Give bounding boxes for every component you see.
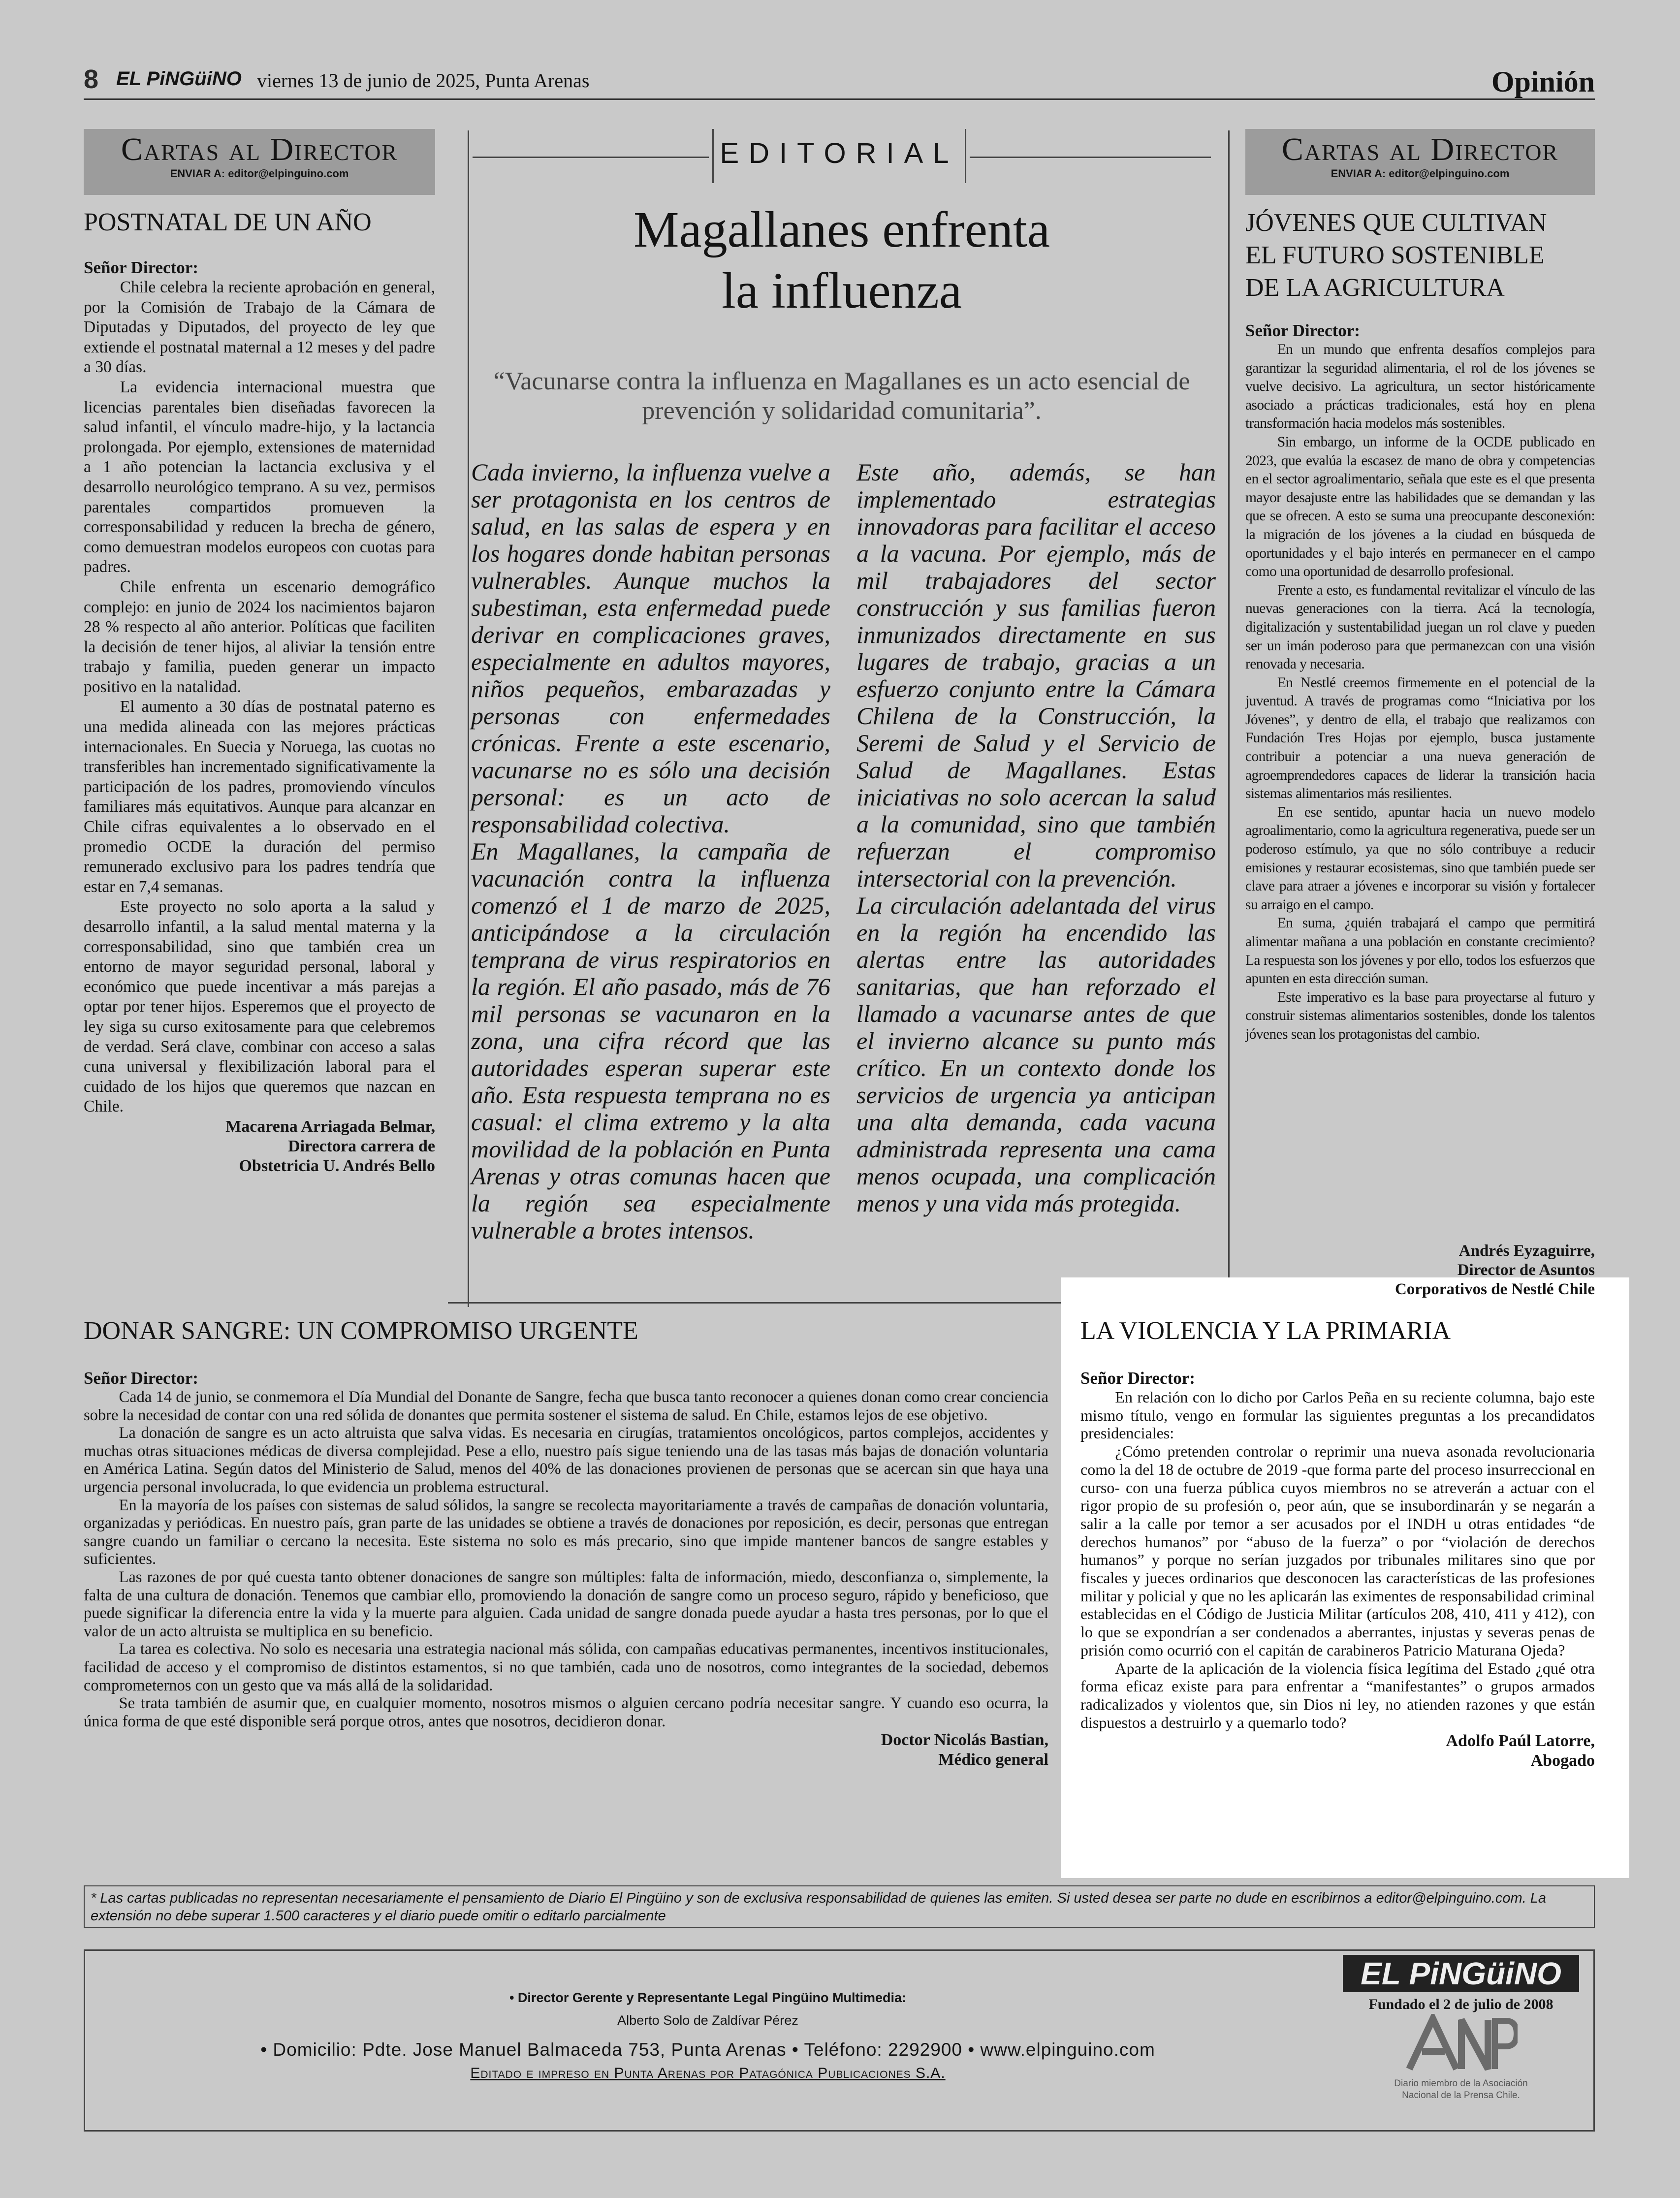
footer-edited: Editado e impreso en Punta Arenas por Patagónica Publicaciones S.A. xyxy=(470,2065,946,2081)
footer-box xyxy=(84,1949,1595,2132)
editorial-pull-quote: “Vacunarse contra la influenza en Magallanes es un acto esencial de prevención y solidaridad comunitaria”. xyxy=(493,367,1190,425)
paragraph: Las razones de por qué cuesta tanto obtener donaciones de sangre son múltiples: falta de información, miedo, desconfianza o, simplemente, la falta de una cultura de donación. Tenemos que cambiar ello, promoviendo la donación de sangre como un proceso seguro, rápido y beneficioso, que puede significar la diferencia entre la vida y la muerte para alguien. Cada unidad de sangre donada puede ayudar a hasta tres personas, por lo que el valor de un acto altruista se multiplica en su beneficio. xyxy=(84,1568,1048,1640)
header-brand: EL PiNGüiNO xyxy=(116,68,242,90)
editorial-rule-right xyxy=(970,157,1211,158)
letter-salutation: Señor Director: xyxy=(84,1369,198,1388)
column-divider xyxy=(1228,130,1230,1307)
anp-caption: Diario miembro de la Asociación Nacional de la Prensa Chile. xyxy=(1394,2078,1528,2101)
headline-line: JÓVENES QUE CULTIVAN xyxy=(1245,209,1547,237)
page-number: 8 xyxy=(84,64,99,94)
editorial-label: EDITORIAL xyxy=(720,137,959,169)
editorial-column-2 xyxy=(856,459,1216,1217)
letter-body xyxy=(1245,341,1595,1044)
letter-body xyxy=(84,1388,1048,1730)
paragraph: En un mundo que enfrenta desafíos complejos para garantizar la seguridad alimentaria, el rol de los jóvenes se vuelve decisivo. La agricultura, un sector históricamente asociado a prácticas tradicionales, está hoy en plena transformación hacia modelos más sostenibles. xyxy=(1245,342,1595,432)
paragraph: Este año, además, se han implementado estrategias innovadoras para facilitar el acceso a la vacuna. Por ejemplo, más de mil trabajadores del sector construcción y sus familias fueron inmunizados directamente en sus lugares de trabajo, gracias a un esfuerzo conjunto entre la Cámara Chilena de la Construcción, la Seremi de Salud y el Servicio de Salud de Magallanes. Estas iniciativas no solo acercan la salud a la comunidad, sino que también refuerzan el compromiso intersectorial con la prevención. xyxy=(856,458,1216,892)
headline-line: EL FUTURO SOSTENIBLE xyxy=(1245,241,1545,269)
cartas-box-email: ENVIAR A: editor@elpinguino.com xyxy=(170,167,349,180)
letter-sangre xyxy=(84,1315,1048,1770)
footer-founded: Fundado el 2 de julio de 2008 xyxy=(1368,1996,1553,2012)
cartas-box-email: ENVIAR A: editor@elpinguino.com xyxy=(1331,167,1510,180)
letter-signature xyxy=(1231,1242,1595,1299)
disclaimer-note: * Las cartas publicadas no representan necesariamente el pensamiento de Diario El Pingüino y son de exclusiva responsabilidad de quienes las emiten. Si usted desea ser parte no dude en escribirnos a editor@elpinguino.com. La extensión no debe superar 1.500 caracteres y el diario puede omitir o editarlo parcialmente xyxy=(84,1885,1595,1928)
paragraph: Se trata también de asumir que, en cualquier momento, nosotros mismos o alguien cercano podría necesitar sangre. Y cuando eso ocurra, la única forma de que esté disponible será porque otros, antes que nosotros, decidieron donar. xyxy=(84,1694,1048,1730)
paragraph: Chile celebra la reciente aprobación en general, por la Comisión de Trabajo de la Cámara de Diputadas y Diputados, del proyecto de ley que extiende el postnatal maternal a 12 meses y del padre a 30 días. xyxy=(84,278,435,377)
paragraph: Chile enfrenta un escenario demográfico complejo: en junio de 2024 los nacimientos bajaron 28 % respecto al año anterior. Políticas que faciliten la decisión de tener hijos, al aliviar la tensión entre trabajo y familia, pueden generar un impacto positivo en la natalidad. xyxy=(84,577,435,696)
signature-line: Macarena Arriagada Belmar, xyxy=(225,1117,435,1136)
paragraph: La tarea es colectiva. No solo es necesaria una estrategia nacional más sólida, con campañas educativas permanentes, incentivos institucionales, facilidad de acceso y el compromiso de distintos estamentos, si no que también, cada uno de nosotros, como integrantes de la sociedad, debemos comprometernos con un gesto que va más allá de la solidaridad. xyxy=(84,1640,1048,1694)
letter-postnatal xyxy=(84,207,435,1176)
footer-address: • Domicilio: Pdte. Jose Manuel Balmaceda 753, Punta Arenas • Teléfono: 2292900 • www.elpinguino.com xyxy=(260,2039,1155,2060)
header-date: viernes 13 de junio de 2025, Punta Arenas xyxy=(257,69,590,92)
letter-signature xyxy=(84,1117,435,1176)
paragraph: En Nestlé creemos firmemente en el potencial de la juventud. A través de programas como “Iniciativa por los Jóvenes”, y dentro de ella, el trabajo que realizamos con Fundación Tres Hojas por ejemplo, busca justamente contribuir a potenciar a una nueva generación de agroemprendedores capaces de liderar la transición hacia sistemas alimentarios más resilientes. xyxy=(1245,674,1595,802)
signature-line: Doctor Nicolás Bastian, xyxy=(881,1731,1048,1750)
editorial-rule-left xyxy=(473,157,709,158)
paragraph: Este imperativo es la base para proyectarse al futuro y construir sistemas alimentarios sostenibles, donde los talentos jóvenes sean los protagonistas del cambio. xyxy=(1245,989,1595,1042)
paragraph: La evidencia internacional muestra que licencias parentales bien diseñadas favorecen la salud infantil, el vínculo madre-hijo, y la lactancia prolongada. Por ejemplo, extensiones de maternidad a 1 año potencian la lactancia exclusiva y el desarrollo neurológico temprano. A su vez, permisos parentales compartidos promueven la corresponsabilidad y reducen la brecha de género, como demuestran modelos europeos con cuotas para padres. xyxy=(84,378,435,576)
signature-line: Médico general xyxy=(938,1751,1048,1769)
letter-body xyxy=(1080,1388,1595,1731)
letter-salutation: Señor Director: xyxy=(1080,1369,1195,1388)
column-divider xyxy=(468,130,469,1307)
headline-line: DE LA AGRICULTURA xyxy=(1245,274,1505,302)
letter-body xyxy=(84,278,435,1117)
paragraph: Sin embargo, un informe de la OCDE publicado en 2023, que evalúa la escasez de mano de obra y competencias en el sector agroalimentario, señala que este es el que presenta mayor desajuste entre las habilidades que se demandan y las que se ofrecen. A esto se suma una preocupante desconexión: la migración de los jóvenes a la ciudad en búsqueda de oportunidades y el bajo interés en permanecer en el campo como una oportunidad de desarrollo profesional. xyxy=(1245,434,1595,580)
editorial-column-1 xyxy=(471,459,830,1244)
editorial-label-bracket xyxy=(965,129,966,183)
paragraph: La circulación adelantada del virus en la región ha encendido las alertas entre las autoridades sanitarias, que han reforzado el llamado a vacunarse antes de que el invierno alcance su punto más crítico. En un contexto donde los servicios de urgencia ya anticipan una alta demanda, cada vacuna administrada representa una cama menos ocupada, una complicación menos y una vida más protegida. xyxy=(856,892,1216,1217)
section-title: Opinión xyxy=(1491,65,1595,98)
letter-violencia xyxy=(1080,1315,1595,1771)
letter-headline: POSTNATAL DE UN AÑO xyxy=(84,208,372,236)
footer-director-label: • Director Gerente y Representante Legal Pingüino Multimedia: xyxy=(509,1990,907,2005)
paragraph: Cada invierno, la influenza vuelve a ser protagonista en los centros de salud, en las salas de espera y en los hogares donde habitan personas vulnerables. Aunque muchos la subestiman, esta enfermedad puede derivar en complicaciones graves, especialmente en adultos mayores, niños pequeños, embarazadas y personas con enfermedades crónicas. Frente a este escenario, vacunarse no es sólo una decisión personal: es un acto de responsabilidad colectiva. xyxy=(471,458,830,838)
editorial-title-line: la influenza xyxy=(722,262,962,319)
page-header xyxy=(84,64,1595,100)
editorial-title xyxy=(473,199,1211,321)
cartas-box-title: Cartas al Director xyxy=(1281,131,1559,167)
paragraph: En la mayoría de los países con sistemas de salud sólidos, la sangre se recolecta mayoritariamente a través de campañas de donación voluntaria, organizadas y periódicas. En nuestro país, gran parte de las unidades se obtiene a través de donaciones por reposición, es decir, personas que entregan sangre cuando un familiar o cercano la necesita. Este sistema no solo es más precario, sino que impide mantener bancos de sangre estables y suficientes. xyxy=(84,1496,1048,1568)
el-pinguino-logo: EL PiNGüiNO xyxy=(1343,1955,1579,1992)
editorial-title-line: Magallanes enfrenta xyxy=(633,201,1050,258)
signature-line: Obstetricia U. Andrés Bello xyxy=(239,1156,435,1175)
paragraph: En ese sentido, apuntar hacia un nuevo modelo agroalimentario, como la agricultura regenerativa, puede ser un poderoso estímulo, ya que no sólo contribuye a reducir emisiones y restaurar ecosistemas, sino que también puede ser clave para atraer a jóvenes e incorporar su visión y fortalecer su arraigo en el campo. xyxy=(1245,804,1595,913)
letter-signature xyxy=(1080,1731,1595,1771)
paragraph: Cada 14 de junio, se conmemora el Día Mundial del Donante de Sangre, fecha que busca tanto reconocer a quienes donan como crear conciencia sobre la necesidad de contar con una red sólida de donantes que permita sostener el sistema de salud. En Chile, estamos lejos de ese objetivo. xyxy=(84,1388,1048,1424)
letter-signature xyxy=(84,1730,1048,1770)
paragraph: En suma, ¿quién trabajará el campo que permitirá alimentar mañana a una población en constante crecimiento? La respuesta son los jóvenes y por ello, todos los esfuerzos que apunten en esta dirección suman. xyxy=(1245,915,1595,987)
letter-headline: LA VIOLENCIA Y LA PRIMARIA xyxy=(1080,1317,1451,1345)
signature-line: Adolfo Paúl Latorre, xyxy=(1446,1732,1595,1751)
letter-headline xyxy=(1245,207,1595,304)
paragraph: La donación de sangre es un acto altruista que salva vidas. Es necesaria en cirugías, tratamientos oncológicos, partos complejos, accidentes y muchas otras situaciones médicas de diversa complejidad. Pese a ello, nuestro país sigue teniendo una de las tasas más bajas de donación voluntaria en América Latina. Según datos del Ministerio de Salud, menos del 40% de las donaciones provienen de personas que se acercan sin que haya una urgencia personal involucrada, lo que evidencia un problema estructural. xyxy=(84,1424,1048,1496)
signature-line: Andrés Eyzaguirre, xyxy=(1458,1242,1595,1260)
letter-salutation: Señor Director: xyxy=(84,258,198,277)
paragraph: Este proyecto no solo aporta a la salud y desarrollo infantil, a la salud mental materna y la corresponsabilidad, sino que también crea un entorno de mayor seguridad personal, laboral y económico que puede incentivar a más parejas a optar por tener hijos. Esperemos que el proyecto de ley siga su curso exitosamente para que celebremos de verdad. Será clave, combinar con acceso a salas cuna universal y flexibilización laboral para el cuidado de los hijos que queremos que nazcan en Chile. xyxy=(84,897,435,1116)
paragraph: ¿Cómo pretenden controlar o reprimir una nueva asonada revolucionaria como la del 18 de octubre de 2019 -que forma parte del proceso insurreccional en curso- con una fuerza pública cuyos miembros no se atreverán a actuar con el rigor propio de su profesión o, peor aún, que se insubordinarán y se negarán a salir a la calle por temor a ser acusados por el INDH u otras entidades “de derechos humanos” por “abuso de la fuerza” o por “violación de derechos humanos” y porque no serían juzgados por tribunales militares sino que por fiscales y jueces ordinarios que desconocen las características de las profesiones militar y policial y que no les aplicarán las eximentes de responsabilidad criminal establecidas en el Código de Justicia Militar (artículos 208, 410, 411 y 412), con lo que se expondrían a ser condenados a aberrantes, injustas y severas penas de prisión como ocurrió con el capitán de carabineros Patricio Maturana Ojeda? xyxy=(1080,1442,1595,1659)
letter-headline: DONAR SANGRE: UN COMPROMISO URGENTE xyxy=(84,1317,638,1345)
paragraph: En relación con lo dicho por Carlos Peña en su reciente columna, bajo este mismo título, vengo en formular las siguientes preguntas a los precandidatos presidenciales: xyxy=(1080,1388,1595,1442)
letter-salutation: Señor Director: xyxy=(1245,321,1360,340)
signature-line: Director de Asuntos xyxy=(1457,1261,1595,1279)
cartas-box-left xyxy=(84,129,435,195)
cartas-box-right xyxy=(1245,129,1595,195)
paragraph: En Magallanes, la campaña de vacunación contra la influenza comenzó el 1 de marzo de 2025, anticipándose a la circulación temprana de virus respiratorios en la región. El año pasado, más de 76 mil personas se vacunaron en la zona, una cifra récord que las autoridades esperan superar este año. Esta respuesta temprana no es casual: el clima extremo y la alta movilidad de la población en Punta Arenas y otras comunas hacen que la región sea especialmente vulnerable a brotes intensos. xyxy=(471,837,830,1244)
paragraph: El aumento a 30 días de postnatal paterno es una medida alineada con las mejores prácticas internacionales. En Suecia y Noruega, las cuotas no transferibles han incrementado significativamente la participación de los padres, promoviendo vínculos familiares más equitativos. Aunque para alcanzar en Chile cifras equivalentes a lo observado en el promedio OCDE la duración del permiso remunerado exclusivo para los padres tendría que estar en 7,4 semanas. xyxy=(84,698,435,896)
paragraph: Frente a esto, es fundamental revitalizar el vínculo de las nuevas generaciones con la tierra. Acá la tecnología, digitalización y sustentabilidad juegan un rol clave y pueden ser un imán poderoso para que permanezcan con una visión renovada y necesaria. xyxy=(1245,582,1595,672)
paragraph: Aparte de la aplicación de la violencia física legítima del Estado ¿qué otra forma eficaz existe para para enfrentar a “manifestantes” o grupos armados radicalizados y violentos que, sin Dios ni ley, no atienden razones y que están dispuestos a destruirlo y a quemarlo todo? xyxy=(1080,1659,1595,1731)
anp-logo xyxy=(1404,2014,1518,2073)
signature-line: Abogado xyxy=(1530,1752,1595,1770)
letter-jovenes xyxy=(1245,207,1595,1044)
footer-director-name: Alberto Solo de Zaldívar Pérez xyxy=(617,2013,798,2028)
signature-line: Directora carrera de xyxy=(288,1137,435,1155)
signature-line: Corporativos de Nestlé Chile xyxy=(1395,1280,1595,1298)
cartas-box-title: Cartas al Director xyxy=(121,131,398,167)
anp-logo-icon xyxy=(1404,2014,1518,2073)
section-divider xyxy=(448,1302,1063,1304)
